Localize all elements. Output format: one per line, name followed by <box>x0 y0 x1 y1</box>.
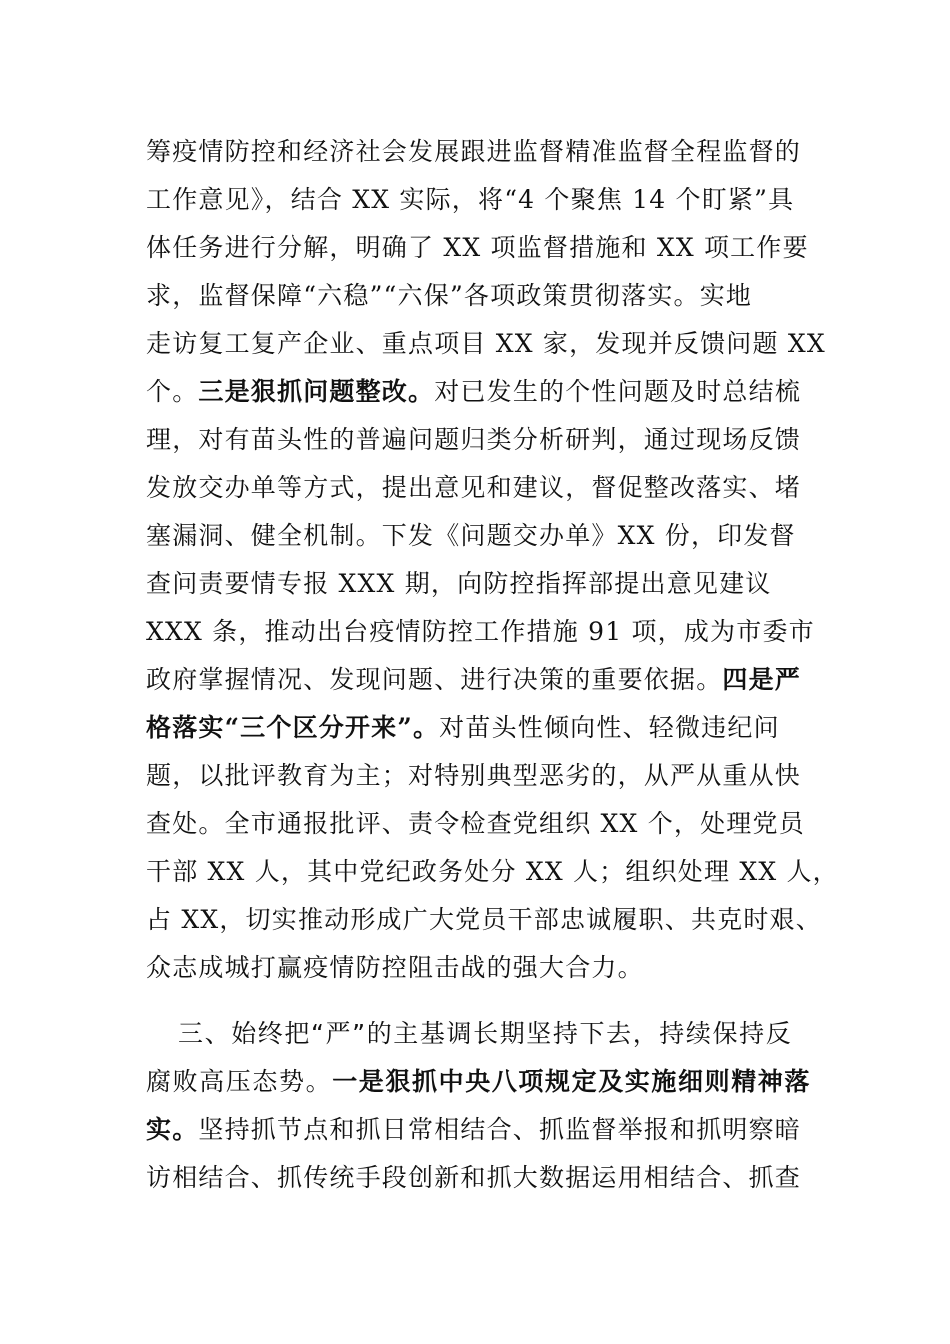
text-line: 体任务进行分解，明确了 XX 项监督措施和 XX 项工作要 <box>146 233 809 262</box>
text-span: 对已发生的个性问题及时总结梳 <box>434 377 802 406</box>
text-span: 政府掌握情况、发现问题、进行决策的重要依据。 <box>146 665 723 694</box>
bold-heading-3: 三是狠抓问题整改。 <box>198 377 435 406</box>
text-line <box>146 658 801 702</box>
bold-heading-1: 实。 <box>146 1115 199 1144</box>
text-line: 走访复工复产企业、重点项目 XX 家，发现并反馈问题 XX <box>146 329 826 358</box>
text-line: 发放交办单等方式，提出意见和建议，督促整改落实、堵 <box>146 473 802 502</box>
text-line: 求，监督保障“六稳”“六保”各项政策贯彻落实。实地 <box>146 281 753 310</box>
text-line: 工作意见》，结合 XX 实际，将“4 个聚焦 14 个盯紧”具 <box>146 185 795 214</box>
text-line: 查问责要情专报 XXX 期，向防控指挥部提出意见建议 <box>146 569 772 598</box>
text-span: 坚持抓节点和抓日常相结合、抓监督举报和抓明察暗 <box>198 1115 802 1144</box>
bold-heading-1: 一是狠抓中央八项规定及实施细则精神落 <box>332 1067 812 1096</box>
text-line: 塞漏洞、健全机制。下发《问题交办单》XX 份，印发督 <box>146 521 796 550</box>
text-line <box>146 1060 811 1104</box>
text-span: 腐败高压态势。 <box>146 1067 333 1096</box>
text-line: 题，以批评教育为主；对特别典型恶劣的，从严从重从快 <box>146 761 802 790</box>
text-line <box>146 370 801 414</box>
section-heading: 三、始终把“严”的主基调长期坚持下去，持续保持反 <box>178 1019 793 1048</box>
text-line: 理，对有苗头性的普遍问题归类分析研判，通过现场反馈 <box>146 425 802 454</box>
text-line: 访相结合、抓传统手段创新和抓大数据运用相结合、抓查 <box>146 1163 802 1192</box>
text-line: XXX 条，推动出台疫情防控工作措施 91 项，成为市委市 <box>146 617 815 646</box>
text-line: 占 XX，切实推动形成广大党员干部忠诚履职、共克时艰、 <box>146 905 822 934</box>
text-line: 众志成城打赢疫情防控阻击战的强大合力。 <box>146 953 644 982</box>
text-span: 个。 <box>146 377 199 406</box>
text-span: 对苗头性倾向性、轻微违纪问 <box>439 713 780 742</box>
text-line: 干部 XX 人，其中党纪政务处分 XX 人；组织处理 XX 人， <box>146 857 839 886</box>
text-line: 筹疫情防控和经济社会发展跟进监督精准监督全程监督的 <box>146 137 802 166</box>
text-line <box>146 706 780 750</box>
bold-heading-4: 格落实“三个区分开来”。 <box>146 713 440 742</box>
text-line <box>146 1108 801 1152</box>
text-line: 查处。全市通报批评、责令检查党组织 XX 个，处理党员 <box>146 809 805 838</box>
bold-heading-4: 四是严 <box>722 665 802 694</box>
